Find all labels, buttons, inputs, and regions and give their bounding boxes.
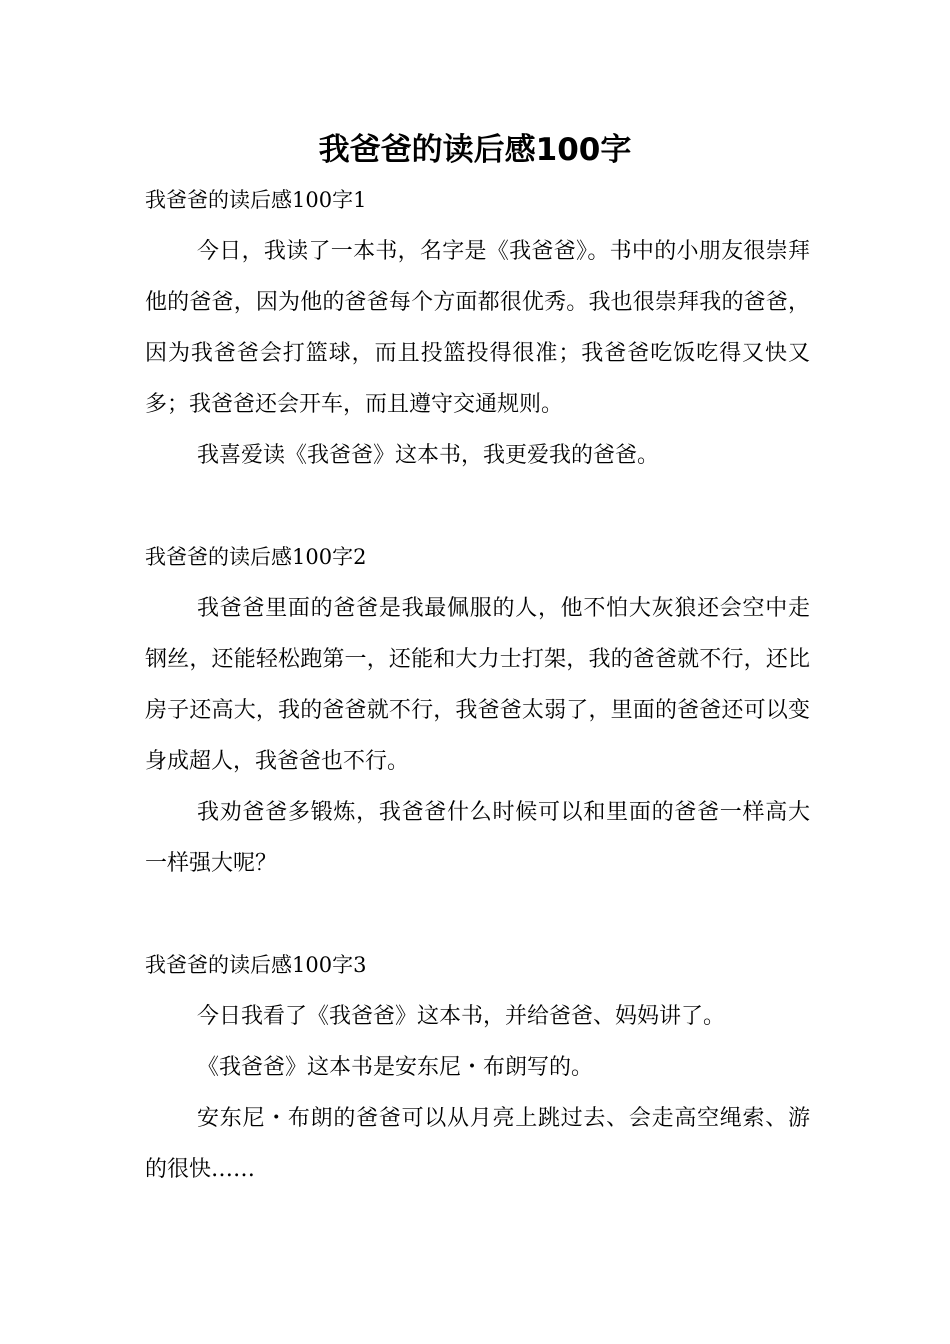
document-body <box>145 180 810 1195</box>
paragraph: 《我爸爸》这本书是安东尼・布朗写的。 <box>197 1055 594 1080</box>
section-heading: 我爸爸的读后感100字3 <box>145 953 367 977</box>
section-heading: 我爸爸的读后感100字1 <box>145 188 367 212</box>
section-3 <box>145 945 810 1195</box>
paragraph: 今日我看了《我爸爸》这本书，并给爸爸、妈妈讲了。 <box>197 1004 726 1029</box>
document-title: 我爸爸的读后感100字 <box>318 132 632 168</box>
paragraph: 我喜爱读《我爸爸》这本书，我更爱我的爸爸。 <box>197 443 660 468</box>
section-heading: 我爸爸的读后感100字2 <box>145 545 367 569</box>
paragraph: 安东尼・布朗的爸爸可以从月亮上跳过去、会走高空绳索、游的很快…… <box>145 1106 810 1182</box>
paragraph: 今日，我读了一本书，名字是《我爸爸》。书中的小朋友很崇拜他的爸爸，因为他的爸爸每个方面都很优秀。我也很崇拜我的爸爸，因为我爸爸会打篮球，而且投篮投得很准；我爸爸吃饭吃得又快又多；我爸爸还会开车，而且遵守交通规则。 <box>145 239 810 417</box>
paragraph: 我劝爸爸多锻炼，我爸爸什么时候可以和里面的爸爸一样高大一样强大呢？ <box>145 800 810 876</box>
section-1 <box>145 180 810 481</box>
section-2 <box>145 537 810 889</box>
paragraph: 我爸爸里面的爸爸是我最佩服的人，他不怕大灰狼还会空中走钢丝，还能轻松跑第一，还能和大力士打架，我的爸爸就不行，还比房子还高大，我的爸爸就不行，我爸爸太弱了，里面的爸爸还可以变身成超人，我爸爸也不行。 <box>145 596 810 774</box>
